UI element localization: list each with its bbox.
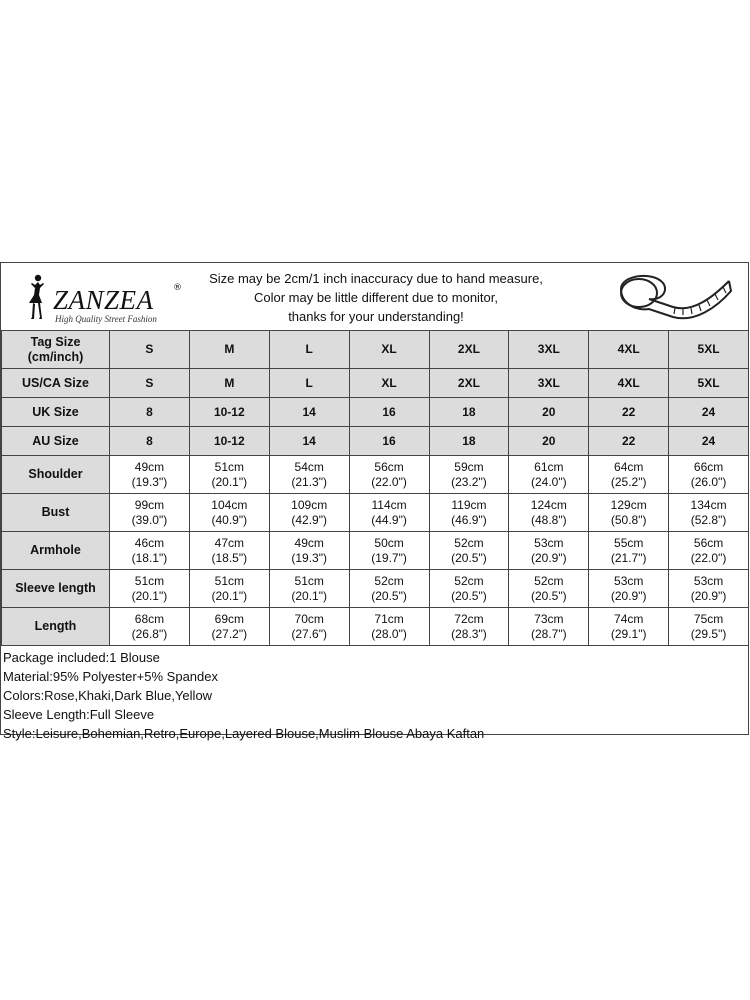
measurement-cell — [349, 532, 429, 570]
row-label-line: (cm/inch) — [27, 349, 84, 364]
info-colors: Colors:Rose,Khaki,Dark Blue,Yellow — [3, 688, 213, 703]
measurement-inch: (20.9") — [531, 550, 567, 565]
measurement-cell — [269, 570, 349, 608]
measurement-inch: (20.9") — [610, 588, 647, 603]
measurement-cell — [669, 456, 749, 494]
measurement-cm: 52cm — [374, 573, 404, 588]
size-cell: 18 — [429, 398, 509, 427]
measurement-cm: 70cm — [294, 611, 324, 626]
measurement-cm: 66cm — [693, 459, 724, 474]
size-cell: 20 — [509, 398, 589, 427]
measurement-inch: (52.8") — [690, 512, 727, 527]
size-cell: 10-12 — [189, 398, 269, 427]
measurement-cell — [269, 494, 349, 532]
measurement-cm: 114cm — [371, 497, 407, 512]
size-cell: 4XL — [589, 369, 669, 398]
notice-line: Size may be 2cm/1 inch inaccuracy due to hand measure, — [209, 271, 543, 286]
measurement-cm: 109cm — [291, 497, 328, 512]
measurement-cm: 124cm — [530, 497, 567, 512]
measurement-cm: 74cm — [614, 611, 644, 626]
measurement-cm: 104cm — [211, 497, 248, 512]
size-cell: 10-12 — [189, 427, 269, 456]
measurement-cm: 52cm — [454, 535, 484, 550]
chart-header — [1, 263, 748, 331]
measurement-cell — [669, 532, 749, 570]
measurement-inch: (40.9") — [211, 512, 248, 527]
size-cell: 8 — [110, 427, 190, 456]
measurement-cm: 54cm — [294, 459, 324, 474]
measurement-inch: (21.3") — [291, 474, 327, 489]
size-cell: 14 — [269, 398, 349, 427]
measurement-cell — [110, 456, 190, 494]
measurement-cm: 99cm — [134, 497, 165, 512]
measurement-inch: (18.1") — [131, 550, 168, 565]
measurement-cell — [589, 608, 669, 646]
measurement-cell — [669, 608, 749, 646]
row-label-line: Tag Size — [30, 334, 81, 349]
measurement-inch: (28.7") — [531, 626, 567, 641]
measurement-cm: 134cm — [690, 497, 727, 512]
measurement-inch: (22.0") — [690, 550, 727, 565]
row-label — [2, 369, 110, 398]
measurement-inch: (28.3") — [451, 626, 487, 641]
measurement-cell — [110, 494, 190, 532]
measurement-cm: 51cm — [134, 573, 165, 588]
measurement-inch: (26.8") — [131, 626, 168, 641]
row-label — [2, 427, 110, 456]
measurement-cm: 52cm — [534, 573, 564, 588]
measurement-inch: (20.1") — [211, 588, 248, 603]
measurement-cell — [110, 570, 190, 608]
measurement-cm: 51cm — [294, 573, 324, 588]
row-label: Sleeve length — [2, 570, 110, 608]
size-cell: 14 — [269, 427, 349, 456]
measurement-inch: (19.3") — [291, 550, 327, 565]
measurement-cell — [669, 570, 749, 608]
measurement-inch: (27.6") — [291, 626, 327, 641]
size-cell: L — [269, 369, 349, 398]
measurement-inch: (19.3") — [131, 474, 168, 489]
size-cell: M — [189, 369, 269, 398]
measurement-inch: (20.5") — [451, 588, 487, 603]
measurement-cm: 49cm — [134, 459, 165, 474]
row-label: Bust — [2, 494, 110, 532]
info-style: Style:Leisure,Bohemian,Retro,Europe,Layered Blouse,Muslim Blouse Abaya Kaftan — [3, 726, 485, 741]
size-cell: 24 — [669, 427, 749, 456]
measurement-cell — [509, 456, 589, 494]
size-row — [2, 427, 749, 456]
brand-name: ZANZEA — [53, 285, 154, 315]
measurement-inch: (29.1") — [610, 626, 647, 641]
measurement-cell — [349, 456, 429, 494]
measurement-cell — [589, 532, 669, 570]
measurement-cell — [589, 570, 669, 608]
measurement-inch: (20.5") — [531, 588, 567, 603]
measurement-cell — [110, 608, 190, 646]
measurement-inch: (24.0") — [531, 474, 567, 489]
size-row — [2, 398, 749, 427]
measurement-cm: 71cm — [374, 611, 404, 626]
measurement-cm: 53cm — [693, 573, 724, 588]
measurement-cell — [110, 532, 190, 570]
measurement-cell — [189, 532, 269, 570]
measurement-cm: 53cm — [614, 573, 644, 588]
size-cell: 5XL — [669, 369, 749, 398]
measurement-inch: (28.0") — [371, 626, 407, 641]
measurement-inch: (25.2") — [610, 474, 647, 489]
measurement-inch: (39.0") — [131, 512, 168, 527]
row-label — [2, 398, 110, 427]
size-cell: XL — [349, 369, 429, 398]
measurement-inch: (46.9") — [451, 512, 487, 527]
measurement-cell — [429, 456, 509, 494]
measurement-cm: 129cm — [610, 497, 647, 512]
measurement-cm: 68cm — [134, 611, 165, 626]
size-cell: 16 — [349, 427, 429, 456]
measurement-cm: 46cm — [134, 535, 165, 550]
row-label-line: US/CA Size — [22, 375, 89, 390]
measurement-inch: (19.7") — [371, 550, 407, 565]
woman-silhouette-icon — [23, 273, 49, 321]
size-cell: M — [189, 331, 269, 369]
measurement-cm: 52cm — [454, 573, 484, 588]
measurement-cell — [429, 494, 509, 532]
size-cell: 24 — [669, 398, 749, 427]
measurement-cm: 59cm — [454, 459, 484, 474]
measurement-inch: (20.5") — [371, 588, 407, 603]
row-label: Length — [2, 608, 110, 646]
measurement-inch: (21.7") — [610, 550, 647, 565]
size-cell: L — [269, 331, 349, 369]
size-cell: 8 — [110, 398, 190, 427]
measurement-cell — [189, 494, 269, 532]
measurement-cm: 69cm — [214, 611, 244, 626]
size-cell: S — [110, 369, 190, 398]
measurement-cell — [509, 608, 589, 646]
size-cell: 3XL — [509, 331, 589, 369]
registered-mark: ® — [173, 283, 182, 293]
measurement-inch: (20.9") — [690, 588, 727, 603]
measurement-inch: (20.1") — [131, 588, 168, 603]
measurement-cm: 51cm — [214, 459, 244, 474]
measurement-cm: 56cm — [374, 459, 404, 474]
measurement-cell — [349, 608, 429, 646]
measurement-cell — [349, 494, 429, 532]
measurement-cm: 64cm — [614, 459, 644, 474]
measurement-cell — [589, 494, 669, 532]
measurement-cell — [669, 494, 749, 532]
measurement-inch: (27.2") — [211, 626, 248, 641]
measurement-cell — [589, 456, 669, 494]
measurement-cell — [189, 608, 269, 646]
measurement-cell — [189, 456, 269, 494]
size-row — [2, 331, 749, 369]
measurement-cm: 119cm — [451, 497, 487, 512]
measurement-inch: (23.2") — [451, 474, 487, 489]
measurement-row — [2, 494, 749, 532]
size-cell: 16 — [349, 398, 429, 427]
size-cell: 5XL — [669, 331, 749, 369]
measurement-cm: 56cm — [693, 535, 724, 550]
measurement-cm: 51cm — [214, 573, 244, 588]
measurement-cell — [269, 456, 349, 494]
size-cell: S — [110, 331, 190, 369]
size-row — [2, 369, 749, 398]
measurement-inch: (48.8") — [531, 512, 567, 527]
measurement-cell — [269, 608, 349, 646]
row-label: Armhole — [2, 532, 110, 570]
measurement-cell — [509, 494, 589, 532]
measurement-row — [2, 532, 749, 570]
measurement-inch: (22.0") — [371, 474, 407, 489]
measurement-inch: (29.5") — [690, 626, 727, 641]
size-cell: XL — [349, 331, 429, 369]
measurement-cell — [429, 608, 509, 646]
measurement-inch: (26.0") — [690, 474, 727, 489]
measuring-tape-icon — [613, 267, 733, 325]
measurement-inch: (20.5") — [451, 550, 487, 565]
size-chart — [0, 262, 749, 741]
measurement-inch: (50.8") — [610, 512, 647, 527]
row-label — [2, 331, 110, 369]
measurement-inch: (18.5") — [211, 550, 248, 565]
brand-logo — [23, 269, 183, 327]
measurement-cell — [509, 570, 589, 608]
size-cell: 22 — [589, 398, 669, 427]
measurement-cm: 55cm — [614, 535, 644, 550]
measurement-cm: 72cm — [454, 611, 484, 626]
size-cell: 2XL — [429, 369, 509, 398]
size-cell: 18 — [429, 427, 509, 456]
measurement-inch: (20.1") — [291, 588, 327, 603]
info-sleeve-length: Sleeve Length:Full Sleeve — [3, 707, 155, 722]
measurement-cell — [429, 570, 509, 608]
size-cell: 20 — [509, 427, 589, 456]
notice-line: thanks for your understanding! — [288, 309, 464, 324]
measurement-inch: (44.9") — [371, 512, 407, 527]
measurement-cm: 49cm — [294, 535, 324, 550]
product-info — [3, 648, 484, 743]
measurement-row — [2, 570, 749, 608]
measurement-cell — [349, 570, 429, 608]
measurement-cm: 47cm — [214, 535, 244, 550]
measurement-cm: 53cm — [534, 535, 564, 550]
measurement-cell — [429, 532, 509, 570]
notice-line: Color may be little different due to monitor, — [254, 290, 498, 305]
size-cell: 4XL — [589, 331, 669, 369]
size-cell: 22 — [589, 427, 669, 456]
measurement-row — [2, 608, 749, 646]
measurement-notice — [191, 269, 561, 326]
measurement-cm: 50cm — [374, 535, 404, 550]
measurement-cm: 73cm — [534, 611, 564, 626]
measurement-cm: 75cm — [693, 611, 724, 626]
size-cell: 2XL — [429, 331, 509, 369]
measurement-cell — [189, 570, 269, 608]
measurement-cm: 61cm — [534, 459, 564, 474]
measurement-cell — [509, 532, 589, 570]
size-cell: 3XL — [509, 369, 589, 398]
measurement-cell — [269, 532, 349, 570]
info-package: Package included:1 Blouse — [3, 650, 160, 665]
measurement-inch: (42.9") — [291, 512, 327, 527]
measurement-inch: (20.1") — [211, 474, 248, 489]
row-label-line: AU Size — [32, 433, 79, 448]
measurement-row — [2, 456, 749, 494]
size-table — [1, 330, 749, 646]
info-material: Material:95% Polyester+5% Spandex — [3, 669, 218, 684]
row-label: Shoulder — [2, 456, 110, 494]
brand-tagline: High Quality Street Fashion — [55, 314, 157, 324]
row-label-line: UK Size — [32, 404, 79, 419]
